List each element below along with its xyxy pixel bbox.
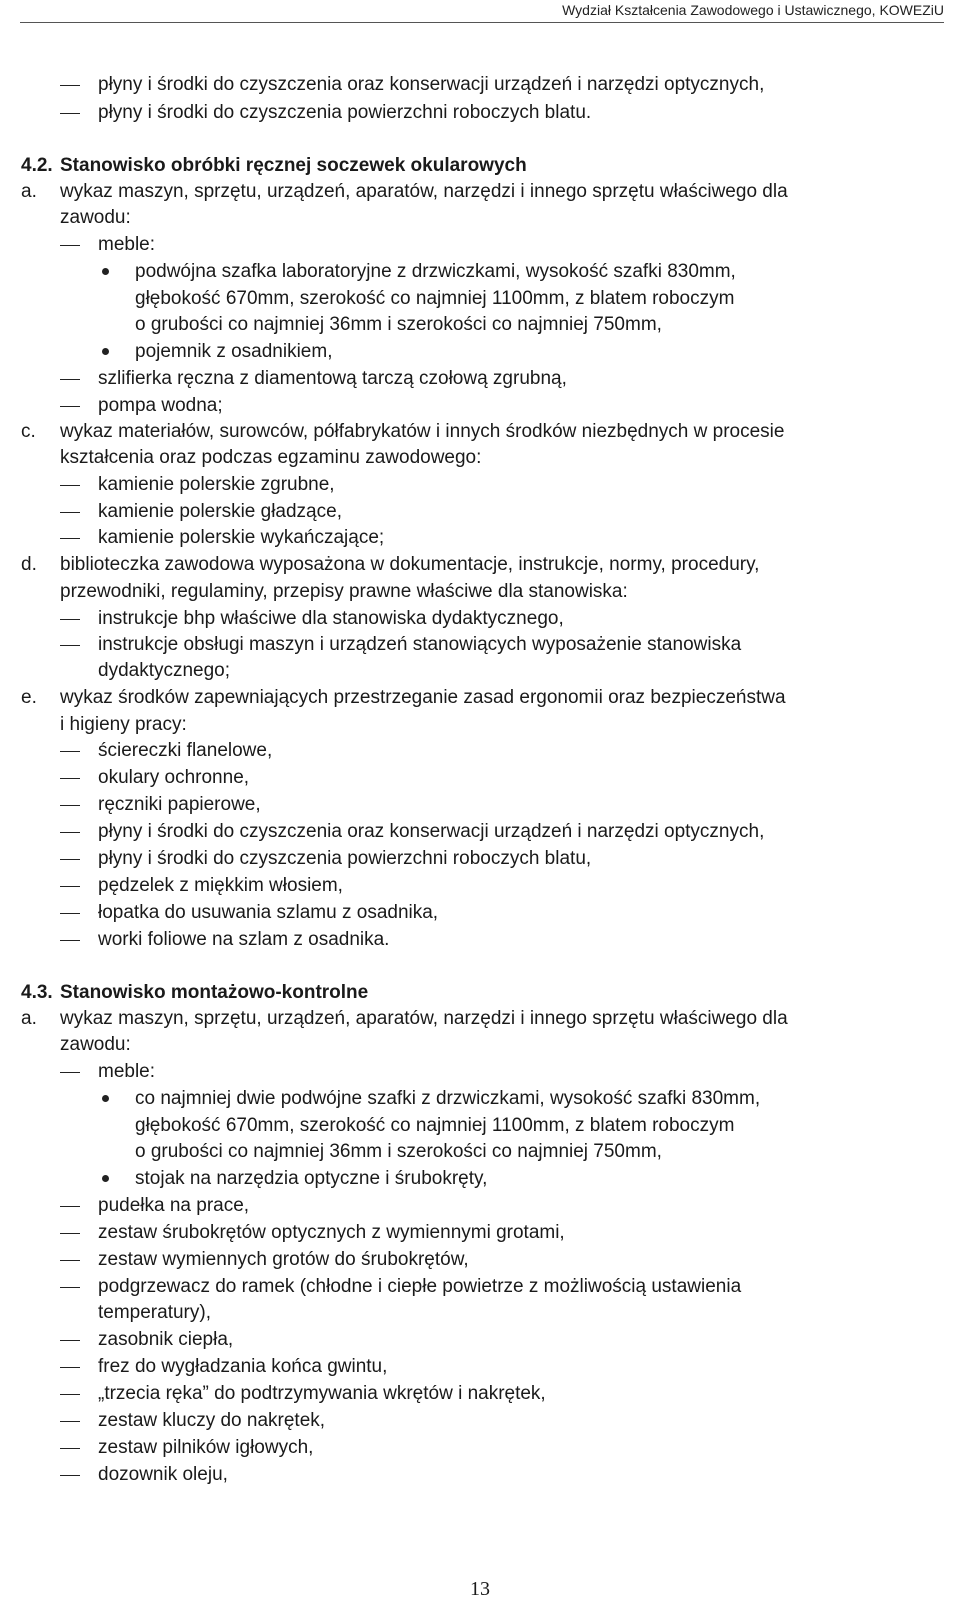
- list-item-text: stojak na narzędzia optyczne i śrubokręty,: [135, 1168, 488, 1189]
- list-item-text: płyny i środki do czyszczenia oraz konserwacji urządzeń i narzędzi optycznych,: [98, 821, 765, 842]
- dash-marker: [60, 940, 80, 941]
- list-item-text: głębokość 670mm, szerokość co najmniej 1100mm, z blatem roboczym: [135, 288, 735, 309]
- list-item-text: o grubości co najmniej 36mm i szerokości co najmniej 750mm,: [135, 1141, 662, 1162]
- list-item-text: zawodu:: [60, 207, 131, 228]
- list-item-text: dydaktycznego;: [98, 660, 231, 681]
- list-item-text: pompa wodna;: [98, 395, 223, 416]
- list-item-text: płyny i środki do czyszczenia powierzchni roboczych blatu,: [98, 848, 592, 869]
- list-item-text: „trzecia ręka” do podtrzymywania wkrętów i nakrętek,: [98, 1383, 546, 1404]
- dash-marker: [60, 778, 80, 779]
- section-number: 4.3.: [21, 982, 53, 1003]
- list-letter: a.: [21, 181, 37, 202]
- list-item-text: meble:: [98, 1061, 156, 1082]
- list-item-text: ręczniki papierowe,: [98, 794, 261, 815]
- dash-marker: [60, 886, 80, 887]
- dash-marker: [60, 751, 80, 752]
- bullet-marker: [102, 1175, 109, 1182]
- dash-marker: [60, 619, 80, 620]
- dash-marker: [60, 245, 80, 246]
- dash-marker: [60, 485, 80, 486]
- list-item-text: wykaz maszyn, sprzętu, urządzeń, aparatów, narzędzi i innego sprzętu właściwego dla: [60, 181, 788, 202]
- bullet-marker: [102, 1095, 109, 1102]
- list-item-text: frez do wygładzania końca gwintu,: [98, 1356, 388, 1377]
- list-item-text: zestaw wymiennych grotów do śrubokrętów,: [98, 1249, 469, 1270]
- list-item-text: podwójna szafka laboratoryjne z drzwiczkami, wysokość szafki 830mm,: [135, 261, 736, 282]
- dash-marker: [60, 512, 80, 513]
- list-item-text: biblioteczka zawodowa wyposażona w dokumentacje, instrukcje, normy, procedury,: [60, 554, 760, 575]
- list-item-text: kamienie polerskie gładzące,: [98, 501, 342, 522]
- bullet-marker: [102, 268, 109, 275]
- list-item-text: temperatury),: [98, 1302, 211, 1323]
- dash-marker: [60, 1367, 80, 1368]
- list-item-text: dozownik oleju,: [98, 1464, 228, 1485]
- dash-marker: [60, 645, 80, 646]
- list-item-text: Stanowisko obróbki ręcznej soczewek okularowych: [60, 155, 527, 176]
- list-item-text: wykaz materiałów, surowców, półfabrykatów i innych środków niezbędnych w procesie: [60, 421, 785, 442]
- dash-marker: [60, 1206, 80, 1207]
- dash-marker: [60, 538, 80, 539]
- list-item-text: co najmniej dwie podwójne szafki z drzwiczkami, wysokość szafki 830mm,: [135, 1088, 761, 1109]
- list-item-text: wykaz środków zapewniających przestrzeganie zasad ergonomii oraz bezpieczeństwa: [60, 687, 786, 708]
- dash-marker: [60, 1233, 80, 1234]
- dash-marker: [60, 1421, 80, 1422]
- dash-marker: [60, 85, 80, 86]
- dash-marker: [60, 832, 80, 833]
- list-item-text: meble:: [98, 234, 156, 255]
- dash-marker: [60, 805, 80, 806]
- section-number: 4.2.: [21, 155, 53, 176]
- list-item-text: ściereczki flanelowe,: [98, 740, 273, 761]
- list-item-text: pędzelek z miękkim włosiem,: [98, 875, 343, 896]
- list-item-text: szlifierka ręczna z diamentową tarczą czołową zgrubną,: [98, 368, 567, 389]
- list-item-text: i higieny pracy:: [60, 714, 187, 735]
- list-item-text: Stanowisko montażowo-kontrolne: [60, 982, 369, 1003]
- list-item-text: podgrzewacz do ramek (chłodne i ciepłe powietrze z możliwością ustawienia: [98, 1276, 742, 1297]
- dash-marker: [60, 1448, 80, 1449]
- page-number: 13: [470, 1578, 490, 1600]
- list-item-text: kształcenia oraz podczas egzaminu zawodowego:: [60, 447, 482, 468]
- list-item-text: worki foliowe na szlam z osadnika.: [98, 929, 390, 950]
- list-item-text: wykaz maszyn, sprzętu, urządzeń, aparatów, narzędzi i innego sprzętu właściwego dla: [60, 1008, 788, 1029]
- dash-marker: [60, 1475, 80, 1476]
- list-item-text: pojemnik z osadnikiem,: [135, 341, 333, 362]
- dash-marker: [60, 913, 80, 914]
- list-letter: a.: [21, 1008, 37, 1029]
- list-item-text: łopatka do usuwania szlamu z osadnika,: [98, 902, 439, 923]
- page-header: Wydział Kształcenia Zawodowego i Ustawicznego, KOWEZiU: [562, 2, 944, 18]
- dash-marker: [60, 379, 80, 380]
- dash-marker: [60, 1340, 80, 1341]
- list-item-text: okulary ochronne,: [98, 767, 250, 788]
- dash-marker: [60, 406, 80, 407]
- dash-marker: [60, 113, 80, 114]
- list-item-text: kamienie polerskie zgrubne,: [98, 474, 335, 495]
- list-item-text: kamienie polerskie wykańczające;: [98, 527, 385, 548]
- list-item-text: zawodu:: [60, 1034, 131, 1055]
- list-item-text: zasobnik ciepła,: [98, 1329, 234, 1350]
- dash-marker: [60, 1394, 80, 1395]
- list-item-text: pudełka na prace,: [98, 1195, 250, 1216]
- list-item-text: płyny i środki do czyszczenia powierzchni roboczych blatu.: [98, 102, 592, 123]
- list-letter: d.: [21, 554, 37, 575]
- list-item-text: głębokość 670mm, szerokość co najmniej 1100mm, z blatem roboczym: [135, 1115, 735, 1136]
- list-item-text: płyny i środki do czyszczenia oraz konserwacji urządzeń i narzędzi optycznych,: [98, 74, 765, 95]
- list-item-text: zestaw pilników igłowych,: [98, 1437, 314, 1458]
- list-letter: e.: [21, 687, 37, 708]
- dash-marker: [60, 1072, 80, 1073]
- list-item-text: instrukcje obsługi maszyn i urządzeń stanowiących wyposażenie stanowiska: [98, 634, 742, 655]
- bullet-marker: [102, 348, 109, 355]
- list-item-text: zestaw kluczy do nakrętek,: [98, 1410, 326, 1431]
- list-item-text: zestaw śrubokrętów optycznych z wymiennymi grotami,: [98, 1222, 565, 1243]
- list-item-text: instrukcje bhp właściwe dla stanowiska dydaktycznego,: [98, 608, 564, 629]
- dash-marker: [60, 1287, 80, 1288]
- list-item-text: o grubości co najmniej 36mm i szerokości co najmniej 750mm,: [135, 314, 662, 335]
- list-letter: c.: [21, 421, 36, 442]
- header-divider: [20, 22, 944, 23]
- dash-marker: [60, 859, 80, 860]
- list-item-text: przewodniki, regulaminy, przepisy prawne właściwe dla stanowiska:: [60, 581, 628, 602]
- dash-marker: [60, 1260, 80, 1261]
